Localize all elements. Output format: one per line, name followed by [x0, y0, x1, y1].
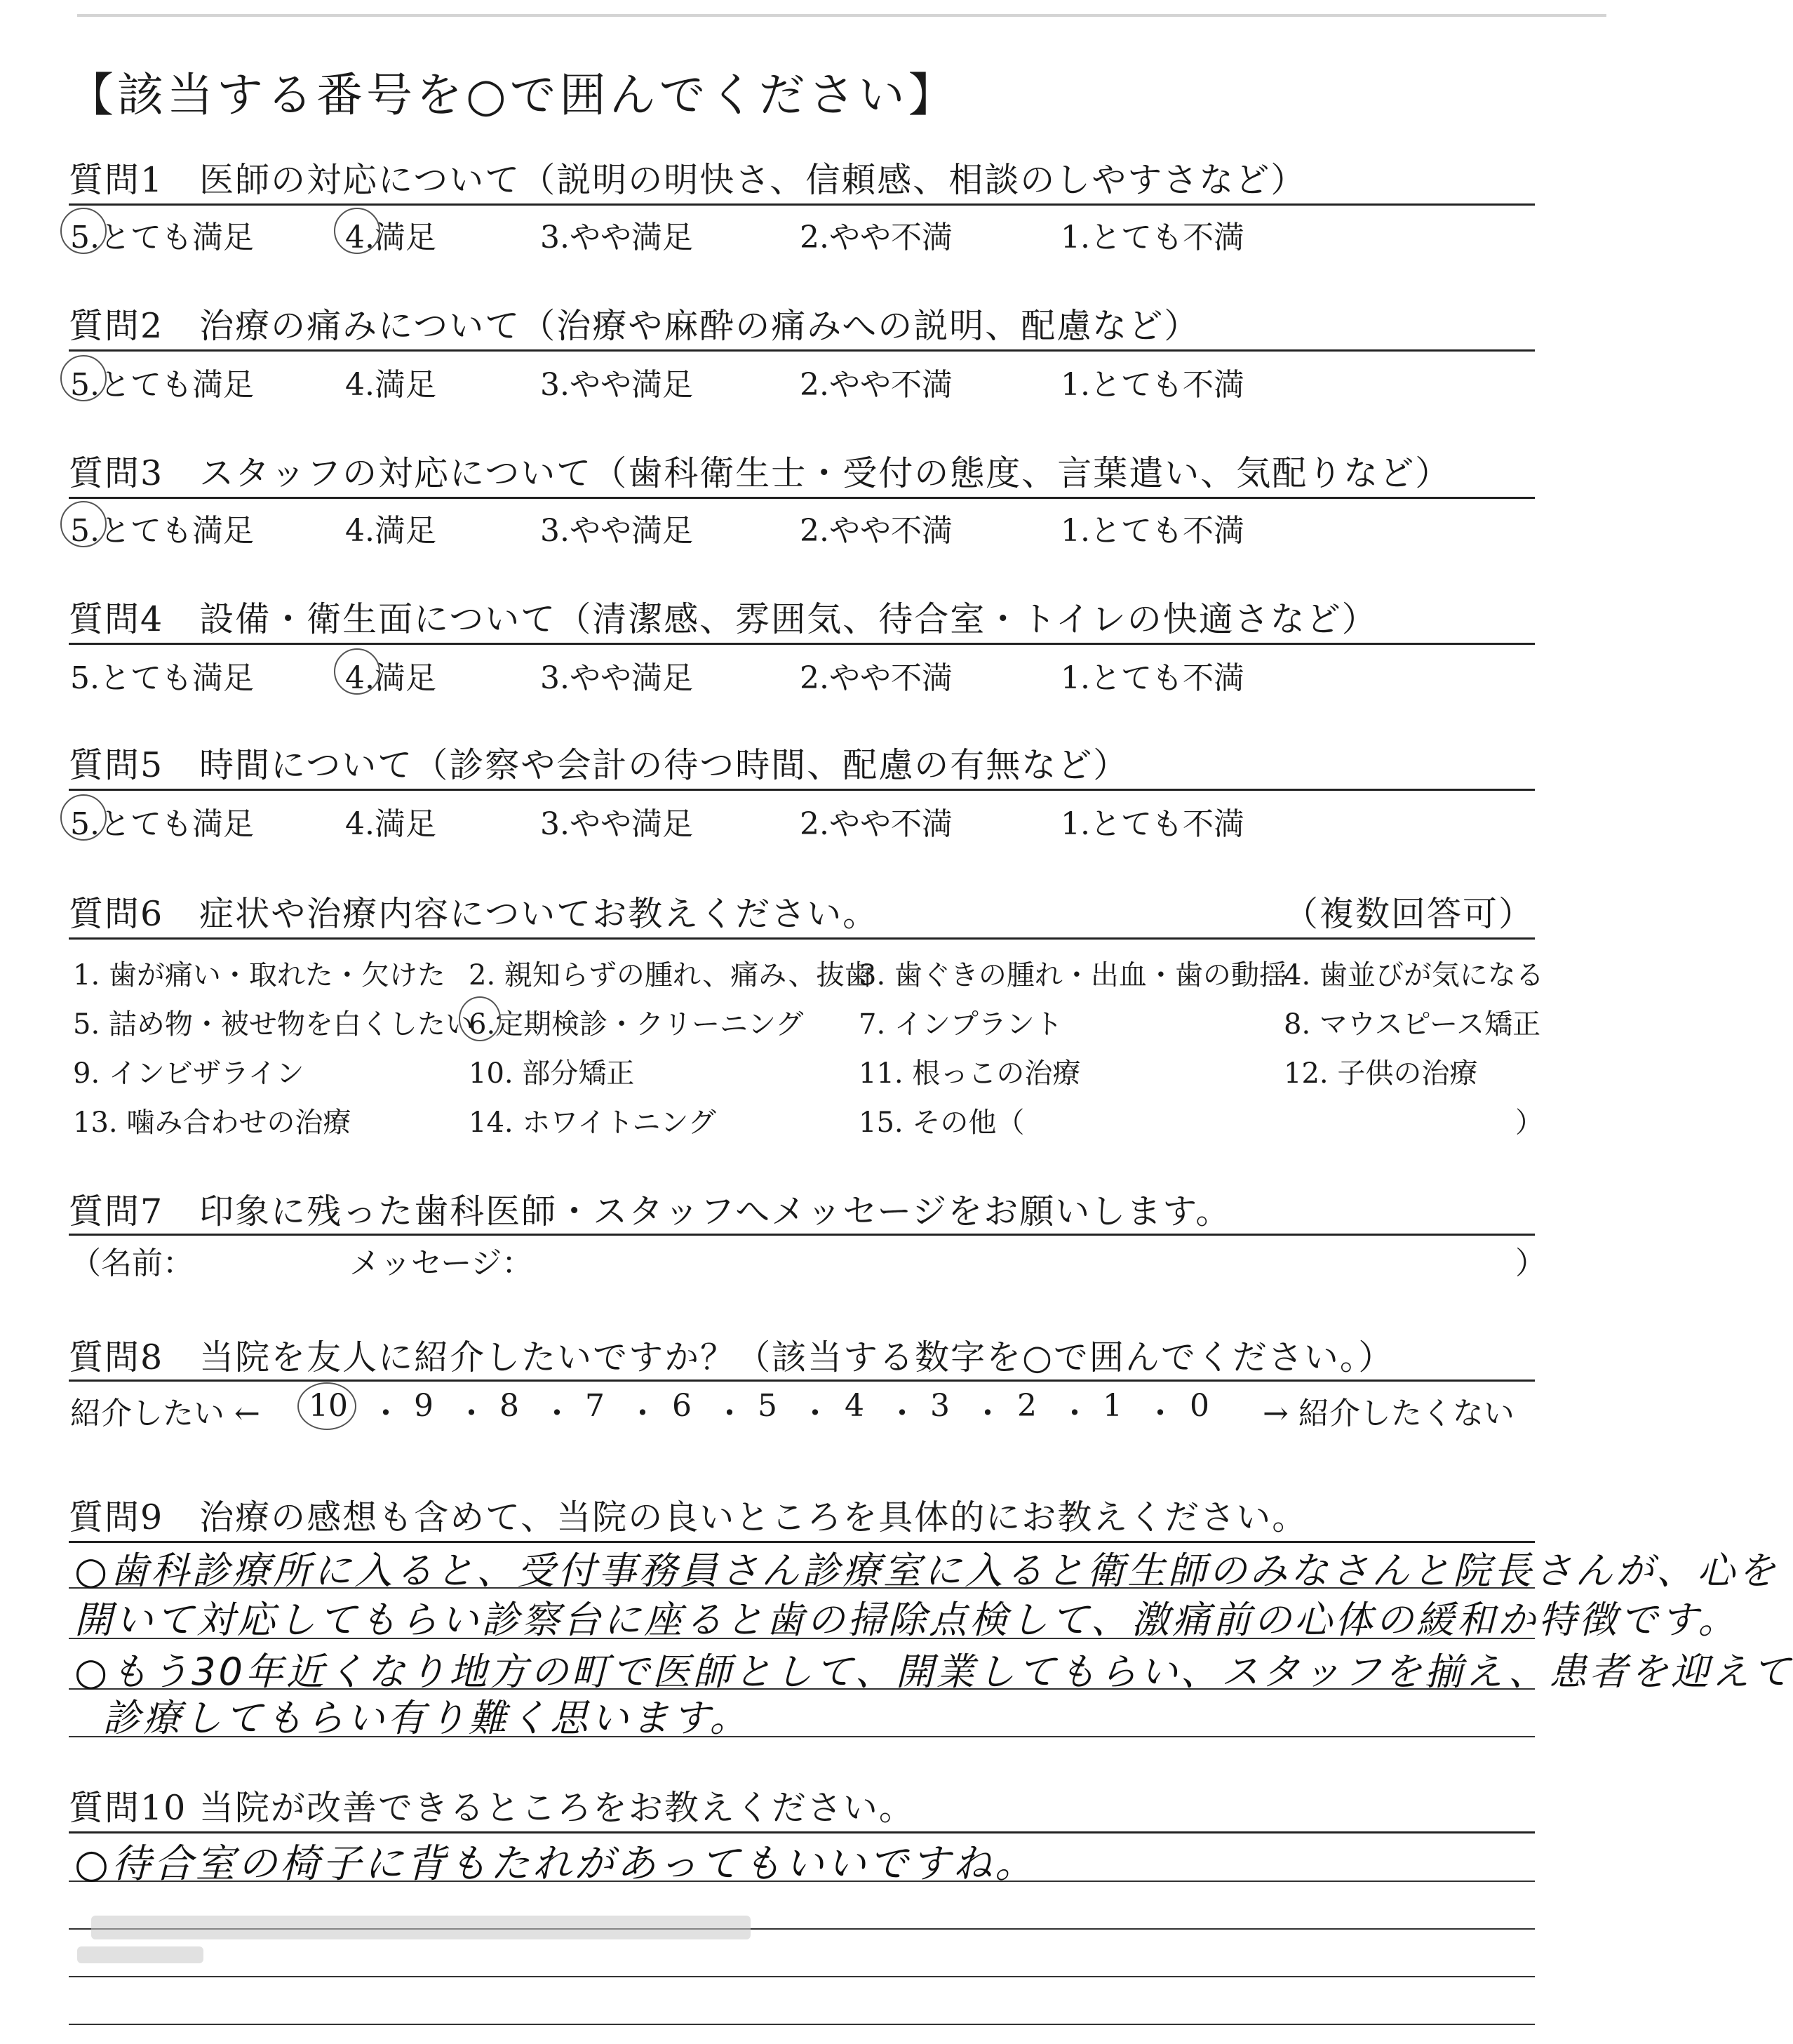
q8-scale-8[interactable]: 8	[499, 1388, 519, 1424]
q1-option-2[interactable]: 2.やや不満	[800, 220, 953, 255]
q6-option-7[interactable]: 7. インプラント	[859, 1008, 1063, 1041]
q8-left-label: 紹介したい ←	[70, 1396, 260, 1431]
q4-option-4[interactable]: 4.満足	[345, 660, 436, 696]
q1-option-4[interactable]: 4.満足	[345, 220, 436, 255]
q5-heading: 質問5 時間について（診察や会計の待つ時間、配慮の有無など）	[69, 745, 1129, 785]
q8-scale-2[interactable]: 2	[1017, 1388, 1037, 1424]
q3-heading: 質問3 スタッフの対応について（歯科衛生士・受付の態度、言葉遣い、気配りなど）	[69, 453, 1451, 493]
q5-option-2[interactable]: 2.やや不満	[800, 806, 953, 842]
q3-option-2[interactable]: 2.やや不満	[800, 513, 953, 549]
q1-option-3[interactable]: 3.やや満足	[540, 220, 693, 255]
q9-answer-line: ○もう30年近くなり地方の町で医師として、開業してもらい、スタッフを揃え、患者を迎えて	[74, 1650, 1793, 1694]
q8-separator: ・	[714, 1396, 745, 1431]
q8-right-label: → 紹介したくない	[1263, 1396, 1515, 1431]
q8-scale-0[interactable]: 0	[1190, 1388, 1209, 1424]
q5-rule	[69, 789, 1535, 791]
q3-option-1[interactable]: 1.とても不満	[1061, 513, 1244, 549]
q10-heading: 質問10 当院が改善できるところをお教えください。	[69, 1788, 915, 1828]
q8-separator: ・	[887, 1396, 918, 1431]
q7-heading: 質問7 印象に残った歯科医師・スタッフへメッセージをお願いします。	[69, 1191, 1232, 1231]
q9-answer-line: 開いて対応してもらい診察台に座ると歯の掃除点検して、激痛前の心体の緩和か特徴です。	[74, 1598, 1739, 1642]
q6-selection-circle-6	[459, 996, 501, 1041]
q7-message-label: メッセージ：	[349, 1245, 533, 1281]
q5-option-1[interactable]: 1.とても不満	[1061, 806, 1244, 842]
top-border	[77, 14, 1606, 17]
q2-option-4[interactable]: 4.満足	[345, 367, 436, 403]
q5-option-3[interactable]: 3.やや満足	[540, 806, 693, 842]
q1-option-5[interactable]: 5.とても満足	[70, 220, 254, 255]
q1-selection-circle-4	[334, 208, 380, 254]
q10-answer-line: ○待合室の椅子に背もたれがあってもいいですね。	[74, 1841, 1037, 1887]
q7-name-label: （名前：	[70, 1245, 194, 1281]
q6-option-6[interactable]: 6.定期検診・クリーニング	[469, 1008, 804, 1041]
q6-option-15-close: ）	[1515, 1107, 1543, 1139]
q7-rule	[69, 1234, 1535, 1236]
q1-option-1[interactable]: 1.とても不満	[1061, 220, 1244, 255]
q6-option-13[interactable]: 13. 噛み合わせの治療	[73, 1107, 351, 1139]
q6-option-8[interactable]: 8. マウスピース矯正	[1284, 1008, 1541, 1041]
q8-scale-10[interactable]: 10	[309, 1388, 348, 1424]
q8-scale-9[interactable]: 9	[414, 1388, 434, 1424]
q2-option-2[interactable]: 2.やや不満	[800, 367, 953, 403]
q10-writing-line	[69, 2024, 1535, 2025]
q6-option-2[interactable]: 2. 親知らずの腫れ、痛み、抜歯	[469, 959, 873, 991]
q2-selection-circle-5	[60, 355, 107, 401]
q5-option-4[interactable]: 4.満足	[345, 806, 436, 842]
q2-option-1[interactable]: 1.とても不満	[1061, 367, 1244, 403]
q8-scale-5[interactable]: 5	[758, 1388, 777, 1424]
q8-scale-7[interactable]: 7	[585, 1388, 605, 1424]
q8-separator: ・	[1059, 1396, 1090, 1431]
q3-rule	[69, 497, 1535, 499]
q8-scale-3[interactable]: 3	[930, 1388, 950, 1424]
q5-option-5[interactable]: 5.とても満足	[70, 806, 254, 842]
q6-option-3[interactable]: 3. 歯ぐきの腫れ・出血・歯の動揺	[859, 959, 1287, 991]
q6-rule	[69, 937, 1535, 940]
q8-selection-circle-10	[297, 1382, 356, 1430]
q1-heading: 質問1 医師の対応について（説明の明快さ、信頼感、相談のしやすさなど）	[69, 160, 1307, 200]
q1-rule	[69, 203, 1535, 206]
redacted-smudge	[77, 1946, 203, 1963]
q7-close-paren: ）	[1515, 1245, 1546, 1281]
q6-option-14[interactable]: 14. ホワイトニング	[469, 1107, 716, 1139]
q4-option-3[interactable]: 3.やや満足	[540, 660, 693, 696]
q4-heading: 質問4 設備・衛生面について（清潔感、雰囲気、待合室・トイレの快適さなど）	[69, 599, 1378, 639]
q4-selection-circle-4	[334, 648, 380, 695]
q10-writing-line	[69, 1976, 1535, 1977]
q4-option-1[interactable]: 1.とても不満	[1061, 660, 1244, 696]
q8-separator: ・	[542, 1396, 572, 1431]
page-title: 【該当する番号を○で囲んでください】	[67, 68, 958, 122]
q8-scale-6[interactable]: 6	[672, 1388, 692, 1424]
q6-option-10[interactable]: 10. 部分矯正	[469, 1057, 635, 1090]
q6-heading: 質問6 症状や治療内容についてお教えください。	[69, 894, 879, 934]
q2-option-5[interactable]: 5.とても満足	[70, 367, 254, 403]
q4-option-2[interactable]: 2.やや不満	[800, 660, 953, 696]
q8-heading: 質問8 当院を友人に紹介したいですか？（該当する数字を○で囲んでください。）	[69, 1337, 1395, 1377]
q2-option-3[interactable]: 3.やや満足	[540, 367, 693, 403]
q2-rule	[69, 349, 1535, 352]
q3-option-3[interactable]: 3.やや満足	[540, 513, 693, 549]
q1-selection-circle-5	[60, 208, 107, 254]
q2-heading: 質問2 治療の痛みについて（治療や麻酔の痛みへの説明、配慮など）	[69, 306, 1200, 346]
q8-separator: ・	[456, 1396, 487, 1431]
q6-note: （複数回答可）	[1284, 894, 1535, 934]
q9-answer-line: 診療してもらい有り難く思います。	[102, 1696, 751, 1740]
q3-selection-circle-5	[60, 501, 107, 547]
q6-option-11[interactable]: 11. 根っこの治療	[859, 1057, 1081, 1090]
q8-separator: ・	[370, 1396, 401, 1431]
q8-separator: ・	[1145, 1396, 1176, 1431]
q8-separator: ・	[972, 1396, 1003, 1431]
q8-scale-4[interactable]: 4	[845, 1388, 864, 1424]
q3-option-5[interactable]: 5.とても満足	[70, 513, 254, 549]
q8-separator: ・	[800, 1396, 831, 1431]
q8-separator: ・	[627, 1396, 658, 1431]
q6-option-15[interactable]: 15. その他（	[859, 1107, 1025, 1139]
redacted-smudge	[91, 1916, 751, 1939]
q6-option-12[interactable]: 12. 子供の治療	[1284, 1057, 1478, 1090]
q5-selection-circle-5	[60, 794, 107, 841]
q8-scale-1[interactable]: 1	[1103, 1388, 1122, 1424]
q6-option-9[interactable]: 9. インビザライン	[73, 1057, 304, 1090]
q9-heading: 質問9 治療の感想も含めて、当院の良いところを具体的にお教えください。	[69, 1497, 1308, 1537]
q3-option-4[interactable]: 4.満足	[345, 513, 436, 549]
q6-option-1[interactable]: 1. 歯が痛い・取れた・欠けた	[73, 959, 445, 991]
q8-rule	[69, 1380, 1535, 1382]
q6-option-4[interactable]: 4. 歯並びが気になる	[1284, 959, 1544, 991]
q4-option-5[interactable]: 5.とても満足	[70, 660, 254, 696]
q9-answer-line: ○歯科診療所に入ると、受付事務員さん診療室に入ると衛生師のみなさんと院長さんが、心を	[74, 1549, 1779, 1593]
q6-option-5[interactable]: 5. 詰め物・被せ物を白くしたい	[73, 1008, 474, 1041]
q4-rule	[69, 643, 1535, 645]
